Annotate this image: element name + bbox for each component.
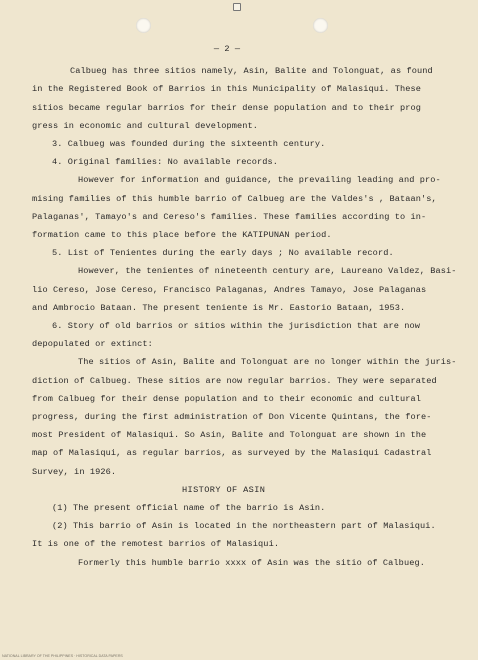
text-line: (2) This barrio of Asin is located in the northeastern part of Malasiqui. bbox=[52, 521, 436, 532]
text-line: formation came to this place before the KATIPUNAN period. bbox=[32, 230, 332, 241]
text-line: However, the tenientes of nineteenth century are, Laureano Valdez, Basi- bbox=[78, 266, 457, 277]
document-body bbox=[32, 40, 457, 572]
text-line: progress, during the first administration of Don Vicente Quintans, the fore- bbox=[32, 412, 432, 423]
text-line: 3. Calbueg was founded during the sixteenth century. bbox=[52, 139, 326, 150]
text-line: Survey, in 1926. bbox=[32, 466, 117, 477]
text-line: lio Cereso, Jose Cereso, Francisco Palaganas, Andres Tamayo, Jose Palaganas bbox=[32, 284, 427, 295]
text-line: It is one of the remotest barrios of Malasiqui. bbox=[32, 539, 280, 550]
text-line: map of Malasiqui, as regular barrios, as surveyed by the Malasiqui Cadastral bbox=[32, 448, 432, 459]
text-line: Palaganas', Tamayo's and Cereso's families. These families according to in- bbox=[32, 211, 427, 222]
text-line: However for information and guidance, the prevailing leading and pro- bbox=[78, 175, 441, 186]
text-line: and Ambrocio Bataan. The present teniente is Mr. Eastorio Bataan, 1953. bbox=[32, 302, 406, 313]
text-line: diction of Calbueg. These sitios are now regular barrios. They were separated bbox=[32, 375, 437, 386]
page-top-mark bbox=[233, 3, 241, 11]
text-line: sitios became regular barrios for their dense population and to their prog bbox=[32, 102, 422, 113]
text-line: depopulated or extinct: bbox=[32, 339, 153, 350]
page-number: — 2 — bbox=[213, 44, 241, 54]
text-line: 5. List of Tenientes during the early days ; No available record. bbox=[52, 248, 394, 259]
text-line: 6. Story of old barrios or sitios within the jurisdiction that are now bbox=[52, 321, 420, 332]
binder-hole-left bbox=[136, 18, 151, 33]
text-line: 4. Original families: No available records. bbox=[52, 157, 279, 168]
text-line: from Calbueg for their dense population and to their economic and cultural bbox=[32, 393, 422, 404]
archive-footer: NATIONAL LIBRARY OF THE PHILIPPINES · HISTORICAL DATA PAPERS bbox=[2, 654, 123, 658]
text-line: gress in economic and cultural development. bbox=[32, 120, 259, 131]
text-line: most President of Malasiqui. So Asin, Balite and Tolonguat are shown in the bbox=[32, 430, 427, 441]
text-line: Calbueg has three sitios namely, Asin, Balite and Tolonguat, as found bbox=[70, 66, 433, 77]
binder-hole-right bbox=[313, 18, 328, 33]
text-line: The sitios of Asin, Balite and Tolonguat are no longer within the juris- bbox=[78, 357, 457, 368]
text-line: in the Registered Book of Barrios in this Municipality of Malasiqui. These bbox=[32, 84, 422, 95]
text-line: mising families of this humble barrio of Calbueg are the Valdes's , Bataan's, bbox=[32, 193, 437, 204]
section-heading: HISTORY OF ASIN bbox=[182, 484, 266, 495]
text-line: Formerly this humble barrio xxxx of Asin was the sitio of Calbueg. bbox=[78, 557, 425, 568]
text-line: (1) The present official name of the barrio is Asin. bbox=[52, 503, 326, 514]
